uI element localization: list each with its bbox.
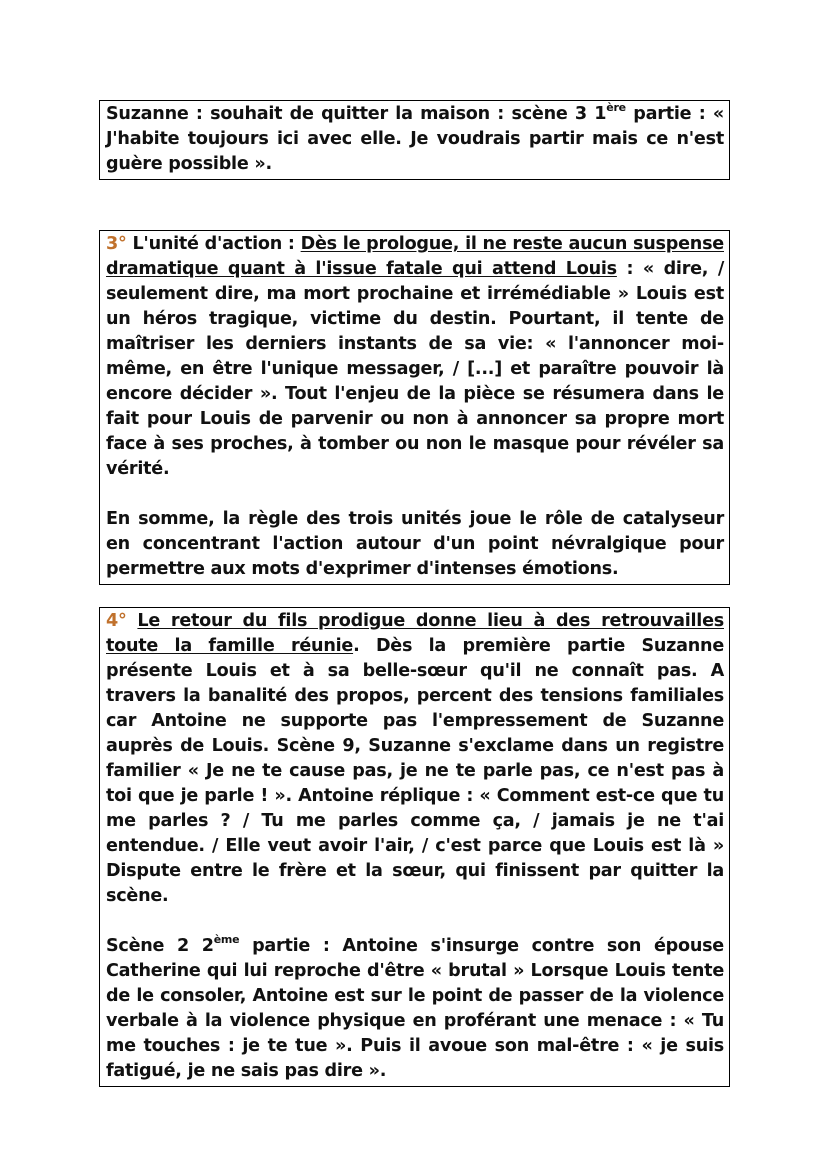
heading-unite-action: L'unité d'action :: [126, 234, 301, 254]
paragraph-gap: [106, 482, 724, 507]
superscript-eme: ème: [213, 933, 240, 947]
text-scene-a: Scène 2 2: [106, 936, 214, 956]
text-box-suzanne: [99, 100, 730, 180]
paragraph-scene-2: [106, 934, 724, 1084]
paragraph-fils-prodigue: [106, 609, 724, 909]
text-box-unite-action: [99, 230, 730, 585]
paragraph-gap: [106, 909, 724, 934]
underlined-thesis-3: Dès le prologue, il ne reste aucun suspense dramatique quant à l'issue fatale qui attend Louis: [106, 234, 724, 279]
text-suzanne-a: Suzanne : souhait de quitter la maison : scène 3 1: [106, 104, 607, 124]
paragraph-conclusion: En somme, la règle des trois unités joue le rôle de catalyseur en concentrant l'action autour d'un point névralgique pour permettre aux mots d'exprimer d'intenses émotions.: [106, 509, 724, 579]
body-unite-action: : « dire, / seulement dire, ma mort prochaine et irrémédiable » Louis est un héros tragique, victime du destin. Pourtant, il tente de maîtriser les derniers instants de sa vie: « l'annoncer moi-même, en être l'unique messager, / [...] et paraître pouvoir là encore décider ». Tout l'enjeu de la pièce se résumera dans le fait pour Louis de parvenir ou non à annoncer sa propre mort face à ses proches, à tomber ou non le masque pour révéler sa vérité.: [106, 259, 725, 479]
underlined-thesis-4: Le retour du fils prodigue donne lieu à des retrouvailles toute la famille réunie: [106, 611, 724, 656]
paragraph-unite-action: [106, 232, 724, 482]
body-fils-prodigue: . Dès la première partie Suzanne présente Louis et à sa belle-sœur qu'il ne connaît pas. A travers la banalité des propos, percent des tensions familiales car Antoine ne supporte pas l'empressement de Suzanne auprès de Louis. Scène 9, Suzanne s'exclame dans un registre familier « Je ne te cause pas, je ne te parle pas, ce n'est pas à toi que je parle ! ». Antoine réplique : « Comment est-ce que tu me parles ? / Tu me parles comme ça, / jamais je ne t'ai entendue. / Elle veut avoir l'air, / c'est parce que Louis est là » Dispute entre le frère et la sœur, qui finissent par quitter la scène.: [106, 636, 724, 906]
text-scene-b: partie : Antoine s'insurge contre son épouse Catherine qui lui reproche d'être « brutal » Lorsque Louis tente de le consoler, Antoine est sur le point de passer de la violence verbale à la violence physique en proférant une menace : « Tu me touches : je te tue ». Puis il avoue son mal-être : « je suis fatigué, je ne sais pas dire ».: [106, 936, 724, 1081]
section-number-3: 3°: [106, 234, 127, 254]
text-suzanne-b: partie : « J'habite toujours ici avec elle. Je voudrais partir mais ce n'est guère possible ».: [106, 104, 724, 174]
paragraph-suzanne: [106, 102, 724, 177]
section-number-4: 4°: [106, 611, 127, 631]
superscript-ere: ère: [606, 101, 626, 115]
text-box-fils-prodigue: [99, 607, 730, 1087]
